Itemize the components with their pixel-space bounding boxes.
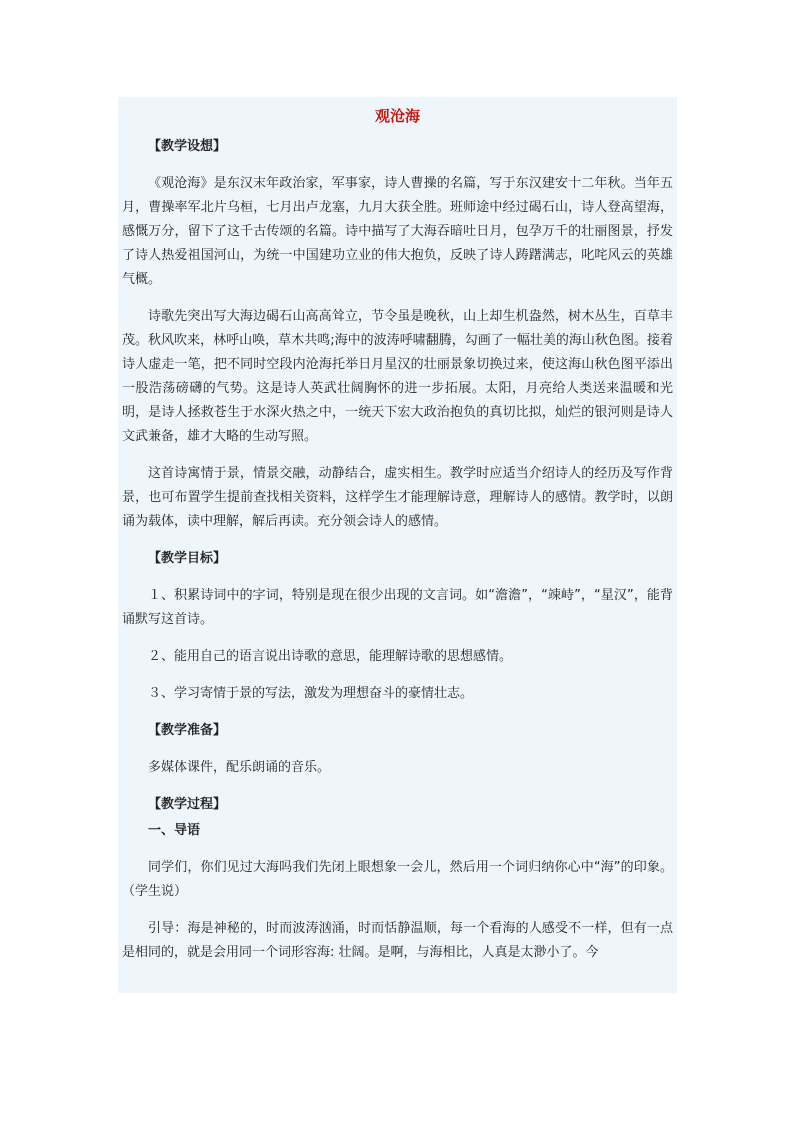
goal-item-1: １、积累诗词中的字词，特别是现在很少出现的文言词。如“澹澹”，“竦峙”，“星汉”，能背诵默写这首诗。 <box>122 588 673 627</box>
section-heading-goals: 【教学目标】 <box>148 551 227 566</box>
document-page <box>118 97 677 993</box>
goal-item-2: ２、能用自己的语言说出诗歌的意思，能理解诗歌的思想感情。 <box>148 649 513 664</box>
preparation-text: 多媒体课件，配乐朗诵的音乐。 <box>148 760 331 775</box>
design-paragraph-1: 《观沧海》是东汉末年政治家，军事家，诗人曹操的名篇，写于东汉建安十二年秋。当年五月，曹操率军北片乌桓，七月出卢龙塞，九月大获全胜。班师途中经过碣石山，诗人登高望海，感慨万分，留下了这千古传颂的名篇。诗中描写了大海吞暗吐日月，包孕万千的壮丽图景，抒发了诗人热爱祖国河山，为统一中国建功立业的伟大抱负，反映了诗人踌躇满志，叱咤风云的英雄气概。 <box>122 176 673 287</box>
section-heading-process: 【教学过程】 <box>148 797 227 812</box>
design-paragraph-3: 这首诗寓情于景，情景交融，动静结合，虚实相生。教学时应适当介绍诗人的经历及写作背景，也可布置学生提前查找相关资料，这样学生才能理解诗意，理解诗人的感情。教学时，以朗诵为载体，读中理解，解后再读。充分领会诗人的感情。 <box>122 466 673 529</box>
section-heading-preparation: 【教学准备】 <box>148 723 227 738</box>
design-paragraph-2: 诗歌先突出写大海边碣石山高高耸立，节令虽是晚秋，山上却生机盎然，树木丛生，百草丰茂。秋风吹来，林呼山唤，草木共鸣;海中的波涛呼啸翻腾，勾画了一幅壮美的海山秋色图。接着诗人虚走一笔，把不同时空段内沧海托举日月星汉的壮丽景象切换过来，使这海山秋色图平添出一股浩荡磅礴的气势。这是诗人英武壮阔胸怀的进一步拓展。太阳，月亮给人类送来温暖和光明，是诗人拯救苍生于水深火热之中，一统天下宏大政治抱负的真切比拟，灿烂的银河则是诗人文武兼备，雄才大略的生动写照。 <box>122 309 673 444</box>
process-subheading: 一、导语 <box>148 823 201 838</box>
process-paragraph-1: 同学们，你们见过大海吗我们先闭上眼想象一会儿，然后用一个词归纳你心中“海”的印象。（学生说） <box>122 860 673 899</box>
section-heading-design: 【教学设想】 <box>148 139 227 154</box>
goal-item-3: ３、学习寄情于景的写法，激发为理想奋斗的豪情壮志。 <box>148 686 474 701</box>
process-paragraph-2: 引导：海是神秘的，时而波涛汹涌，时而恬静温顺，每一个看海的人感受不一样，但有一点是相同的，就是会用同一个词形容海: 壮阔。是啊，与海相比，人真是太渺小了。今 <box>122 921 673 960</box>
document-title: 观沧海 <box>374 107 420 125</box>
